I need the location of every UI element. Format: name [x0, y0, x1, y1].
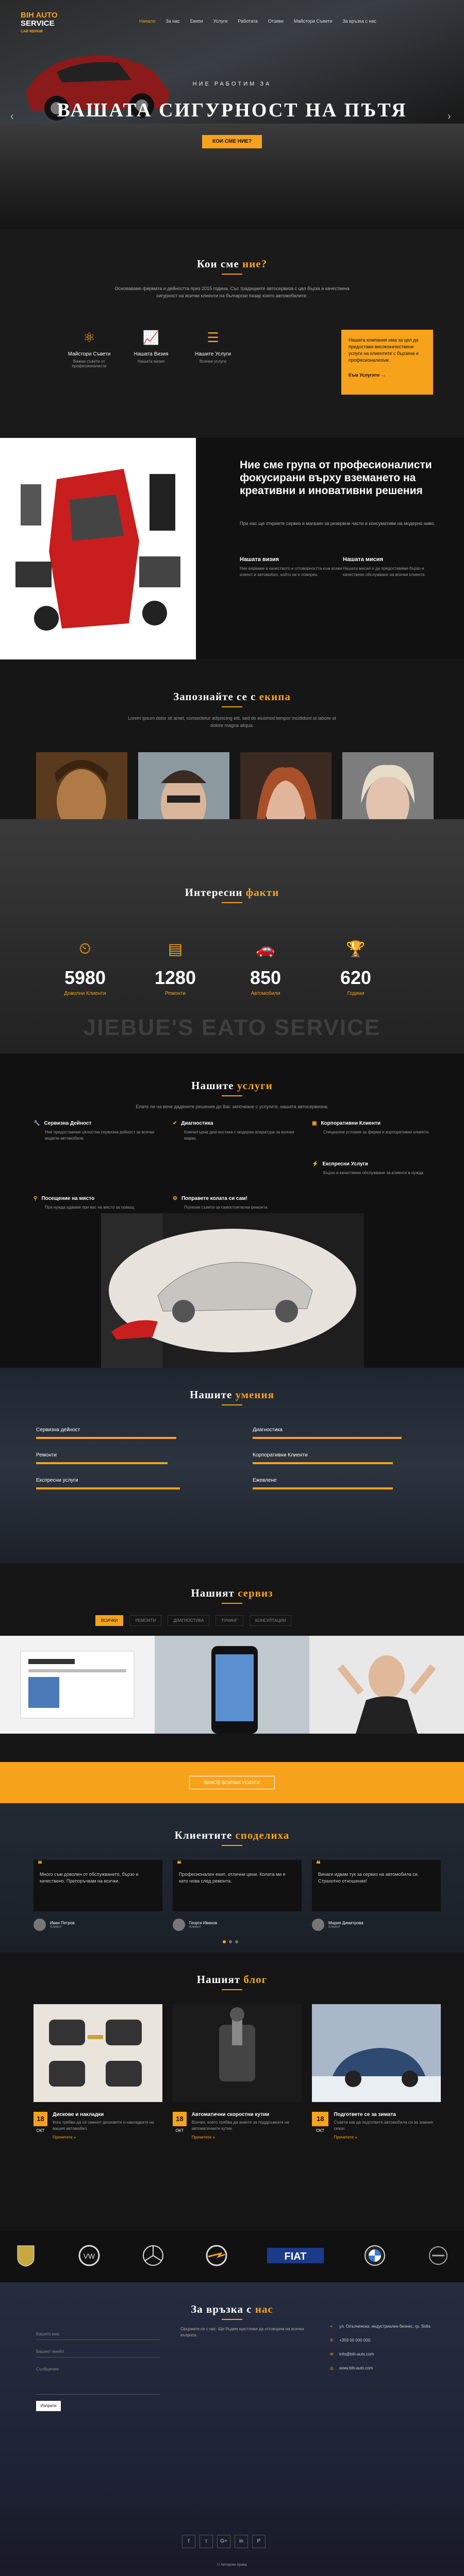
skills-title-a: Нашите	[190, 1388, 233, 1401]
tab-all[interactable]: ВСИЧКИ	[95, 1615, 123, 1626]
service-desc: Бързо и качествено обслужване за клиенти в нужда.	[323, 1171, 425, 1175]
services-grid	[34, 1121, 441, 1211]
team-member-photo[interactable]	[342, 752, 434, 819]
fact-item	[232, 940, 299, 996]
promo-link[interactable]	[349, 372, 426, 379]
post-date	[312, 2112, 328, 2140]
address-text: ул. Опълченска, индустриален бизнес, гр. Sofia	[339, 2324, 430, 2329]
tab-diagnostics[interactable]: ДИАГНОСТИКА	[168, 1615, 209, 1626]
fact-number: 850	[250, 967, 281, 988]
skill-bar	[253, 1462, 393, 1464]
post-month: ОКТ	[316, 2128, 325, 2133]
work-gallery	[0, 1636, 464, 1734]
trophy-icon: 🏆	[346, 941, 366, 958]
testimonial-text: Много съм доволен от обслужването, бързо и качествено. Препоръчвам на всички.	[40, 1872, 139, 1884]
brands-section	[0, 2231, 464, 2282]
car-anatomy-image	[101, 1213, 364, 1368]
check-icon: ✔	[173, 1121, 177, 1126]
service-item[interactable]	[173, 1196, 302, 1211]
opel-logo[interactable]	[201, 2244, 232, 2267]
phone-row	[330, 2337, 433, 2343]
service-title: Корпоративни Клиенти	[321, 1121, 380, 1126]
title-underline	[222, 1404, 242, 1405]
team-member-photo[interactable]	[240, 752, 332, 819]
wrench-icon: 🔧	[34, 1121, 40, 1126]
skill-label: Експресни услуги	[36, 1478, 78, 1483]
title-underline	[222, 902, 242, 903]
testimonial-name: Мария Димитрова	[328, 1921, 363, 1925]
avatar	[312, 1919, 324, 1931]
footer-text: © Авторски права	[217, 2563, 247, 2567]
service-desc: Компютърна диагностика с модерна апаратура за всички марки.	[184, 1130, 294, 1141]
service-desc: Специални условия за фирми и корпоративни клиенти.	[323, 1130, 430, 1134]
testimonial-text: Професионален екип, отлични цени. Колата ми е като нова след ремонта.	[179, 1872, 286, 1884]
main-menu	[139, 19, 376, 24]
blog-post	[312, 2004, 441, 2140]
skill-label: Ремонти	[36, 1452, 57, 1458]
skill-bar	[36, 1487, 180, 1489]
menu-item-services[interactable]: Услуги	[213, 19, 228, 24]
testimonials-title	[0, 1829, 464, 1842]
contact-details	[330, 2324, 433, 2379]
service-title: Диагностика	[181, 1121, 213, 1126]
blog-section	[0, 1953, 464, 2231]
service-item[interactable]	[34, 1196, 162, 1211]
chart-line-icon: 📈	[142, 330, 160, 345]
mission-title: Нашата мисия	[343, 556, 384, 563]
web-text[interactable]: www.bih-auto.com	[339, 2366, 373, 2370]
layers-icon: ☰	[207, 330, 219, 345]
quote-icon: ❝	[38, 1860, 42, 1869]
service-desc: Ние предоставяме цялостна сервизна дейност за всички модели автомобили.	[45, 1130, 155, 1141]
svg-text:FIAT: FIAT	[284, 2251, 307, 2262]
blog-title-b: блог	[243, 1973, 268, 1986]
testimonials-title-b: споделиха	[235, 1829, 290, 1841]
intro-heading: Ние сме група от професионалисти фокусирани върху вземането на креативни и иновативни решения	[240, 459, 432, 497]
mercedes-logo[interactable]	[138, 2244, 169, 2267]
hero-section	[0, 0, 464, 229]
search-icon: ⚲	[34, 1196, 38, 1201]
email-row	[330, 2351, 433, 2357]
feature-desc: Важни съвети от професионалисти	[72, 359, 107, 368]
email-text[interactable]: info@bih-auto.com	[339, 2352, 374, 2357]
services-text: Елате ли на вече дадените решения до Вас започване с услугите, нашата автосервизна.	[136, 1104, 328, 1109]
work-title-b: сервиз	[238, 1587, 273, 1599]
feature-title: Майстори Съвети	[68, 351, 111, 357]
blog-title	[0, 1973, 464, 1986]
work-section	[0, 1564, 464, 1803]
fact-item	[142, 940, 209, 996]
post-month: ОКТ	[36, 2128, 45, 2133]
logo[interactable]	[21, 11, 82, 36]
about-title-b: ние?	[242, 258, 268, 270]
map-pin-icon: ⌖	[330, 2324, 333, 2329]
testimonial-name: Георги Иванов	[189, 1921, 218, 1925]
services-section	[0, 1054, 464, 1368]
blog-posts	[34, 2004, 441, 2140]
arrow-right-icon: →	[381, 372, 386, 378]
tab-repairs[interactable]: РЕМОНТИ	[129, 1615, 161, 1626]
read-more-link[interactable]: Прочетете »	[334, 2135, 357, 2140]
skill-bar	[253, 1437, 402, 1439]
testimonial-card	[173, 1860, 302, 1931]
service-item[interactable]	[312, 1161, 441, 1176]
testimonials-title-a: Клиентите	[174, 1829, 233, 1841]
post-image[interactable]	[34, 2004, 162, 2102]
promo-link-label: Към Услугите	[349, 372, 380, 378]
mail-icon: ✉	[330, 2352, 334, 2357]
name-field[interactable]: Вашето име	[36, 2329, 160, 2340]
read-more-link[interactable]: Прочетете »	[53, 2135, 76, 2140]
facts-title-b: факти	[245, 886, 279, 899]
about-section	[0, 229, 464, 438]
feature-desc: Всички услуги	[199, 359, 227, 364]
team-members	[36, 752, 434, 819]
fiat-logo[interactable]	[264, 2244, 326, 2267]
fact-label: Доволни Клиенти	[64, 991, 106, 996]
gear-icon: ⚙	[173, 1196, 177, 1201]
blog-post	[34, 2004, 162, 2140]
skills-title	[0, 1388, 464, 1401]
menu-item-tips[interactable]: Майстори Съвети	[293, 19, 333, 24]
cta-bar	[0, 1762, 464, 1803]
title-underline	[222, 274, 242, 275]
vision-block	[240, 556, 343, 578]
team-member-photo[interactable]	[138, 752, 229, 819]
chevron-right-icon[interactable]: ›	[448, 111, 451, 122]
menu-item-home[interactable]: Начало	[139, 19, 156, 24]
skill-label: Сервизна дейност	[36, 1427, 80, 1433]
skill-bar	[36, 1437, 176, 1439]
post-image[interactable]	[312, 2004, 441, 2102]
service-item	[34, 1161, 162, 1176]
documents-icon: ▤	[168, 941, 183, 958]
hero-title: ВАШАТА СИГУРНОСТ НА ПЪТЯ	[57, 99, 407, 121]
title-underline	[222, 1603, 242, 1604]
post-day: 18	[173, 2112, 187, 2126]
google-plus-icon[interactable]: G+	[217, 2535, 230, 2548]
testimonial-list	[34, 1860, 441, 1931]
fact-item	[52, 940, 119, 996]
carousel-dots	[223, 1940, 238, 1943]
promo-box	[341, 330, 433, 395]
blog-post	[173, 2004, 302, 2140]
facts-title-a: Интересни	[185, 886, 243, 899]
service-title: Сервизна Дейност	[44, 1121, 92, 1126]
testimonial-role: Клиент	[189, 1925, 202, 1929]
read-more-link[interactable]: Прочетете »	[191, 2135, 215, 2140]
team-title-b: екипа	[259, 690, 291, 703]
address-row	[330, 2324, 433, 2329]
brand-logo[interactable]	[423, 2244, 454, 2267]
feature-desc: Нашата визия	[137, 359, 165, 364]
testimonial-card	[34, 1860, 162, 1931]
gallery-image[interactable]	[309, 1636, 464, 1734]
fact-label: Ремонти	[165, 991, 186, 996]
quote-icon: ❝	[177, 1860, 181, 1869]
post-excerpt: Кога трябва да се сменят дисковете и накладките на вашия автомобил.	[53, 2120, 154, 2131]
service-item[interactable]	[312, 1121, 441, 1142]
title-underline	[222, 2319, 242, 2320]
blog-title-a: Нашият	[196, 1973, 241, 1986]
vw-logo[interactable]	[74, 2244, 105, 2267]
skills-title-b: умения	[235, 1388, 274, 1401]
intro-section	[0, 438, 464, 659]
team-title-a: Запознайте се с	[173, 690, 256, 703]
title-underline	[222, 1989, 242, 1990]
send-button[interactable]: Изпрати	[36, 2401, 61, 2411]
clock-icon: ⏲	[79, 940, 91, 957]
about-text: Основаваме фирмата и дейността през 2015 година. Със традициите автосервиза с цел бърза и качествена сигурност на всички клиенти на български пазар които автомобилите.	[114, 286, 350, 298]
mission-text: Нашата мисия е да предоставяме бързо и качествено обслужване на всички клиенти.	[343, 566, 426, 577]
vision-title: Нашата визия	[240, 556, 279, 563]
feature-item[interactable]	[123, 330, 179, 368]
service-title: Посещение на място	[41, 1196, 95, 1201]
cta-button[interactable]: ВИЖТЕ ВСИЧКИ УСЛУГИ	[189, 1776, 275, 1789]
skill-label: Ежевлене	[253, 1478, 277, 1483]
testimonials-section	[0, 1803, 464, 1953]
fact-label: Години	[347, 991, 364, 996]
navbar	[0, 0, 464, 41]
carousel-dot[interactable]	[229, 1940, 232, 1943]
fact-number: 5980	[64, 967, 106, 988]
feature-title: Нашата Визия	[134, 351, 169, 357]
service-title: Експресни Услуги	[322, 1161, 368, 1167]
feature-item[interactable]	[61, 330, 118, 368]
menu-item-contact[interactable]: За връзка с нас	[342, 19, 376, 24]
feature-title: Нашите Услуги	[195, 351, 231, 357]
feature-item[interactable]	[185, 330, 241, 368]
service-desc: При нужда идваме при вас на място за помощ.	[45, 1205, 136, 1210]
carousel-dot[interactable]	[223, 1940, 226, 1943]
email-field[interactable]: Вашият имейл	[36, 2346, 160, 2358]
tab-consulting[interactable]: КОНСУЛТАЦИИ	[250, 1615, 292, 1626]
facts-section	[0, 819, 464, 1054]
building-icon: ▣	[312, 1121, 317, 1126]
menu-item-testimonials[interactable]: Отзиви	[268, 19, 284, 24]
about-title	[0, 258, 464, 270]
svg-text:VW: VW	[84, 2252, 95, 2260]
exploded-car-image	[0, 438, 196, 659]
service-item[interactable]	[34, 1121, 162, 1142]
post-date	[173, 2112, 187, 2140]
gallery-image[interactable]	[0, 1636, 155, 1734]
skill-item	[36, 1452, 211, 1464]
skill-label: Диагностика	[253, 1427, 283, 1433]
post-month: ОКТ	[175, 2128, 184, 2133]
twitter-icon[interactable]: t	[200, 2535, 213, 2548]
testimonial-name: Иван Петров	[50, 1921, 75, 1925]
services-title-a: Нашите	[191, 1079, 234, 1092]
testimonial-role: Клиент	[50, 1925, 62, 1929]
post-excerpt: Съвети как да подготвите автомобила си за зимния сезон.	[334, 2120, 433, 2131]
facebook-icon[interactable]: f	[182, 2535, 195, 2548]
post-title[interactable]: Подгответе се за зимата	[334, 2112, 396, 2117]
service-item[interactable]	[173, 1121, 302, 1142]
carousel-dot[interactable]	[235, 1940, 238, 1943]
atom-icon: ⚛	[83, 330, 95, 345]
testimonial-card	[312, 1860, 441, 1931]
work-title	[0, 1587, 464, 1600]
car-icon: 🚗	[256, 941, 275, 958]
phone-text[interactable]: +359 00 000 000	[339, 2338, 371, 2343]
hero-subtitle: НИЕ РАБОТИМ ЗА	[192, 81, 272, 87]
fact-label: Автомобили	[251, 991, 280, 996]
message-field[interactable]: Съобщение	[36, 2364, 160, 2395]
post-excerpt: Всичко, което трябва да знаете за поддръжката на автоматичните кутии.	[191, 2120, 289, 2131]
avatar	[34, 1919, 46, 1931]
bolt-icon: ⚡	[312, 1161, 319, 1167]
web-row	[330, 2365, 433, 2371]
team-title	[0, 690, 464, 703]
hero-button[interactable]: КОИ СМЕ НИЕ?	[202, 135, 262, 148]
menu-item-work[interactable]: Работата	[238, 19, 258, 24]
fact-number: 1280	[154, 967, 196, 988]
fact-number: 620	[340, 967, 372, 988]
work-title-a: Нашият	[191, 1587, 235, 1599]
phone-icon: ✆	[330, 2338, 334, 2343]
skill-item	[253, 1452, 428, 1464]
title-underline	[222, 1095, 242, 1096]
post-image[interactable]	[173, 2004, 302, 2102]
globe-icon: ◎	[330, 2366, 334, 2370]
service-desc: Полезни съвети за самостоятелни ремонти.	[184, 1205, 269, 1210]
skill-item	[253, 1427, 428, 1439]
service-title: Поправете колата си сам!	[181, 1196, 248, 1201]
post-title[interactable]: Автоматични скоростни кутии	[191, 2112, 270, 2117]
post-day: 18	[312, 2112, 328, 2126]
post-title[interactable]: Дискове и накладки	[53, 2112, 104, 2117]
menu-item-team[interactable]: Екипи	[190, 19, 203, 24]
skills-section	[0, 1368, 464, 1564]
logo-tag: CAR REPAIR	[21, 30, 43, 33]
bmw-logo[interactable]	[359, 2244, 390, 2267]
gallery-image[interactable]	[155, 1636, 309, 1734]
logo-line1: BIH AUTO	[21, 11, 58, 20]
skill-item	[253, 1478, 428, 1489]
contact-info-text: Свържете се с нас. Ще бъдем щастливи да отговорим на всички въпроси.	[180, 2327, 304, 2337]
promo-text: Нашата компания има за цел да предостави висококачествени услуги на клиентите с бързина и професионализъм.	[349, 337, 419, 363]
fact-item	[322, 940, 389, 996]
tab-tuning[interactable]: ТУНИНГ	[216, 1615, 243, 1626]
skill-bar	[36, 1462, 168, 1464]
mission-block	[343, 556, 446, 578]
testimonial-text: Винаги идвам тук за сервиз на автомобила си. Страхотно отношение!	[318, 1872, 419, 1884]
watermark-text: JIEBUE'S ЕАТО SERVICE	[83, 1015, 381, 1040]
menu-item-about[interactable]: За нас	[165, 19, 180, 24]
contact-title-a: За връзка с	[191, 2303, 252, 2315]
contact-title-b: нас	[255, 2303, 273, 2315]
vision-text: Ние вярваме в качеството и отговорността към всеки клиент и автомобил, който ни е поверен.	[240, 566, 342, 577]
quote-icon: ❝	[316, 1860, 321, 1869]
services-title	[0, 1079, 464, 1092]
skills-grid	[36, 1427, 428, 1489]
pinterest-icon[interactable]: P	[252, 2535, 266, 2548]
linkedin-icon[interactable]: in	[235, 2535, 248, 2548]
feature-list	[61, 330, 241, 368]
services-title-b: услуги	[237, 1079, 273, 1092]
contact-title	[0, 2303, 464, 2316]
work-tabs	[95, 1615, 291, 1626]
skill-label: Корпоративни Клиенти	[253, 1452, 308, 1458]
logo-line2: SERVICE	[21, 19, 55, 28]
social-links	[182, 2535, 266, 2548]
intro-text: При нас ще откриете сервиз и магазин за резервни части и консумативи на модерно ниво.	[240, 521, 436, 526]
service-item	[173, 1161, 302, 1176]
facts-grid	[52, 940, 389, 996]
about-title-a: Кои сме	[196, 258, 239, 270]
team-text: Lorem ipsum dolor sit amet, consectetur adipiscing elit, sed do eiusmod tempor incididunt ut labore et dolore magna aliqua.	[128, 716, 336, 728]
skill-bar	[253, 1487, 393, 1489]
contact-form	[36, 2329, 160, 2411]
skill-item	[36, 1478, 211, 1489]
title-underline	[222, 1845, 242, 1846]
testimonial-role: Клиент	[328, 1925, 341, 1929]
skill-item	[36, 1427, 211, 1439]
avatar	[173, 1919, 185, 1931]
team-member-photo[interactable]	[36, 752, 127, 819]
post-day: 18	[34, 2112, 47, 2126]
title-underline	[222, 706, 242, 707]
post-date	[34, 2112, 47, 2140]
team-section	[0, 659, 464, 819]
chevron-left-icon[interactable]: ‹	[10, 111, 14, 122]
porsche-logo[interactable]	[10, 2244, 41, 2267]
contact-section	[0, 2282, 464, 2576]
facts-title	[0, 886, 464, 899]
brand-logos	[10, 2244, 454, 2267]
